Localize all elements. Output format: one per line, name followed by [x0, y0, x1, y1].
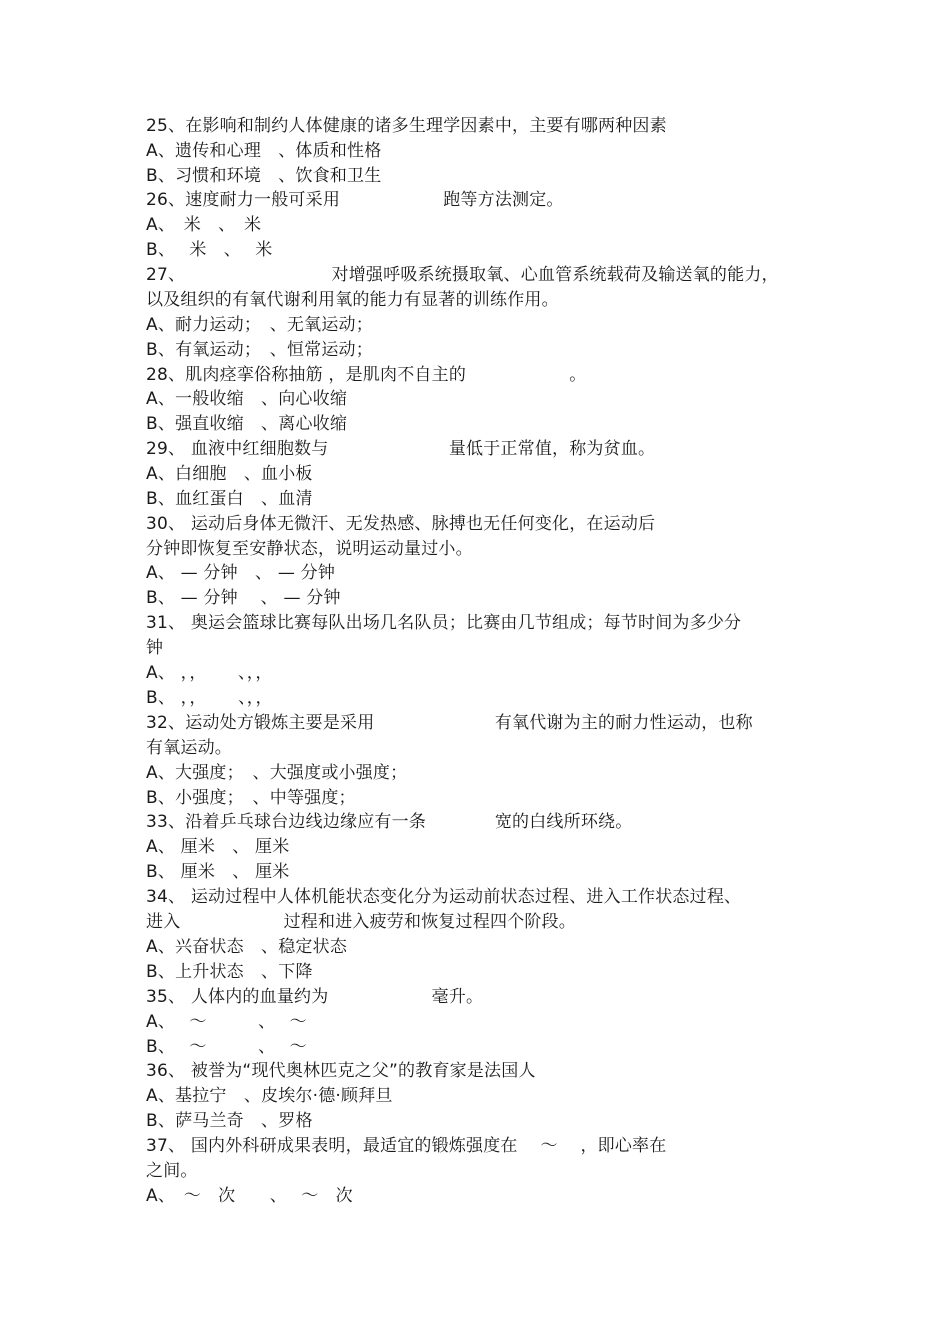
text-line: 25、在影响和制约人体健康的诸多生理学因素中，主要有哪两种因素 — [146, 116, 667, 136]
text-line: 31、 奥运会篮球比赛每队出场几名队员；比赛由几节组成；每节时间为多少分 — [146, 613, 742, 633]
text-line: 36、 被誉为“现代奥林匹克之父”的教育家是法国人 — [146, 1061, 536, 1081]
text-line: 30、 运动后身体无微汗、无发热感、脉搏也无任何变化，在运动后 — [146, 514, 656, 534]
text-line: 28、肌肉痉挛俗称抽筋 ，是肌肉不自主的 。 — [146, 365, 587, 385]
option-line: B、 ，， 、，， — [146, 688, 273, 708]
text-line: 32、运动处方锻炼主要是采用 有氧代谢为主的耐力性运动，也称 — [146, 713, 753, 733]
text-line: 钟 — [146, 638, 164, 658]
option-line: B、 ～ 、 ～ — [146, 1037, 307, 1057]
text-line: 以及组织的有氧代谢利用氧的能力有显著的训练作用。 — [146, 290, 559, 310]
option-line: A、白细胞 、血小板 — [146, 464, 313, 484]
option-line: A、 米 、 米 — [146, 215, 262, 235]
text-line: 之间。 — [146, 1161, 198, 1181]
text-line: 37、 国内外科研成果表明，最适宜的锻炼强度在 ～ ，即心率在 — [146, 1136, 667, 1156]
text-line: 有氧运动。 — [146, 738, 232, 758]
option-line: A、 厘米 、 厘米 — [146, 837, 290, 857]
option-line: B、强直收缩 、离心收缩 — [146, 414, 348, 434]
text-line: 29、 血液中红细胞数与 量低于正常值，称为贫血。 — [146, 439, 656, 459]
text-line: 33、沿着乒乓球台边线边缘应有一条 宽的白线所环绕。 — [146, 812, 633, 832]
option-line: B、上升状态 、下降 — [146, 962, 313, 982]
option-line: A、 — 分钟 、 — 分钟 — [146, 563, 336, 583]
text-line: 35、 人体内的血量约为 毫升。 — [146, 987, 484, 1007]
option-line: B、小强度； 、中等强度； — [146, 788, 356, 808]
option-line: B、血红蛋白 、血清 — [146, 489, 313, 509]
text-line: 进入 过程和进入疲劳和恢复过程四个阶段。 — [146, 912, 576, 932]
option-line: B、 厘米 、 厘米 — [146, 862, 290, 882]
option-line: B、萨马兰奇 、罗格 — [146, 1111, 313, 1131]
option-line: B、 — 分钟 、 — 分钟 — [146, 588, 341, 608]
text-line: 26、速度耐力一般可采用 跑等方法测定。 — [146, 190, 564, 210]
option-line: A、基拉宁 、皮埃尔·德·顾拜旦 — [146, 1086, 393, 1106]
option-line: A、 ～ 次 、 ～ 次 — [146, 1186, 353, 1206]
option-line: A、 ～ 、 ～ — [146, 1012, 307, 1032]
text-line: 27、 对增强呼吸系统摄取氧、心血管系统载荷及输送氧的能力， — [146, 265, 779, 285]
option-line: B、 米 、 米 — [146, 240, 273, 260]
option-line: A、一般收缩 、向心收缩 — [146, 389, 348, 409]
option-line: A、大强度； 、大强度或小强度； — [146, 763, 408, 783]
text-line: 分钟即恢复至安静状态，说明运动量过小。 — [146, 539, 473, 559]
option-line: A、遗传和心理 、体质和性格 — [146, 141, 382, 161]
option-line: B、习惯和环境 、饮食和卫生 — [146, 166, 382, 186]
text-line: 34、 运动过程中人体机能状态变化分为运动前状态过程、进入工作状态过程、 — [146, 887, 742, 907]
option-line: A、兴奋状态 、稳定状态 — [146, 937, 348, 957]
option-line: A、耐力运动； 、无氧运动； — [146, 315, 373, 335]
option-line: A、 ，， 、，， — [146, 663, 273, 683]
option-line: B、有氧运动； 、恒常运动； — [146, 340, 373, 360]
